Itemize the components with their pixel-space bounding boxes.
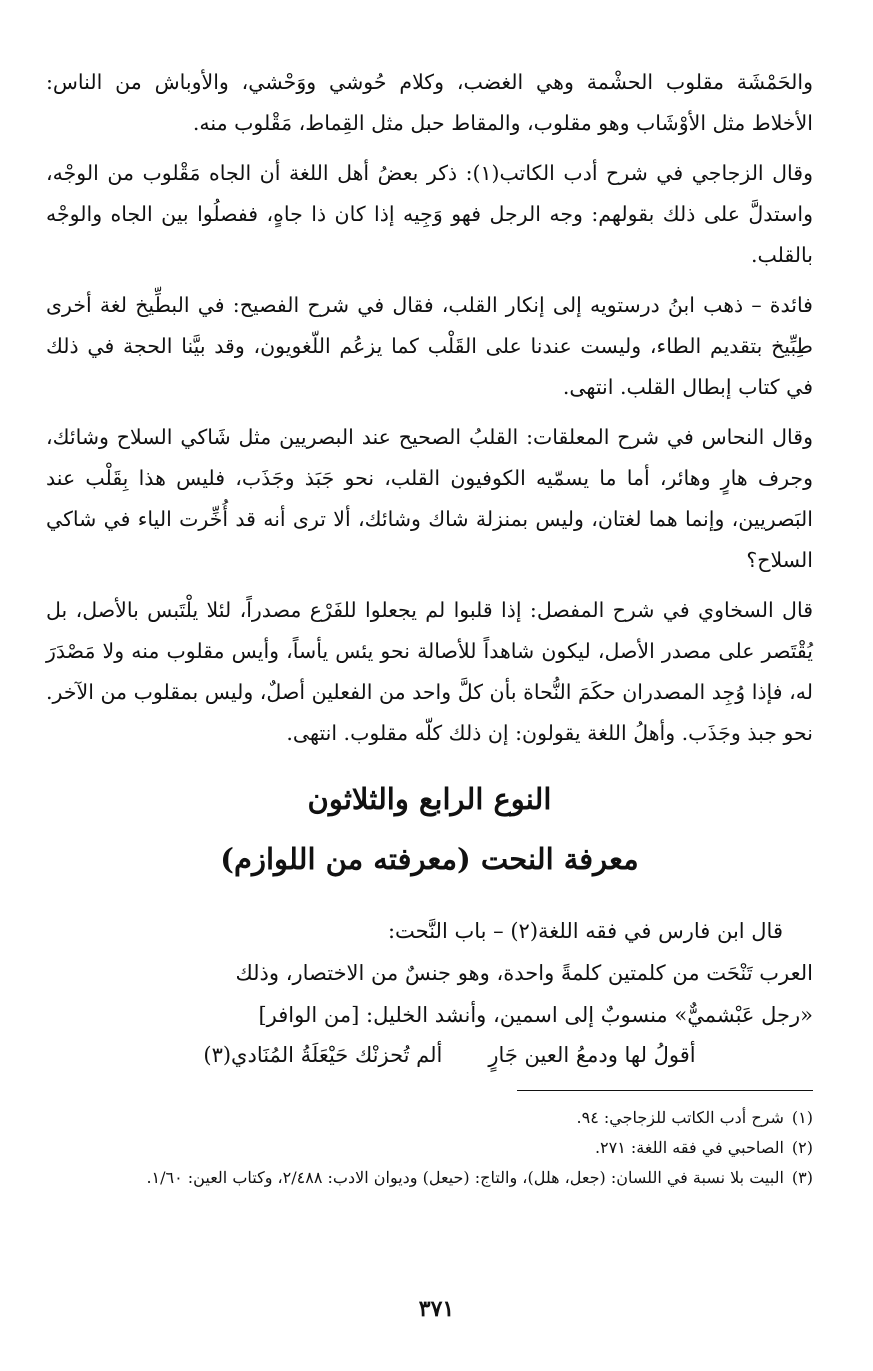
footnote-text: البيت بلا نسبة في اللسان: (جعل، هلل)، والتاج: (حيعل) وديوان الادب: ٢/٤٨٨، وكتاب العين: ١/٦٠.	[146, 1168, 784, 1187]
paragraph-hamsha: والحَمْشَة مقلوب الحشْمة وهي الغضب، وكلام حُوشي ووَحْشي، والأوباش من الناس: الأخلاط مثل الأوْشَاب وهو مقلوب، والمقاط حبل مثل القِماط، مَقْلوب منه.	[46, 70, 813, 135]
paragraph-fa-ida: فائدة – ذهب ابنُ درستويه إلى إنكار القلب، فقال في شرح الفصيح: في البطِّيخ لغة أخرى طِبِّيخ بتقديم الطاء، وليست عندنا على القَلْب كما يزعُم اللّغويون، وقد بيَّنا الحجة في ذلك في كتاب إبطال القلب. انتهى.	[46, 293, 813, 399]
section-intro: قال ابن فارس في فقه اللغة(٢) – باب النَّحت:	[387, 919, 783, 943]
footnote-2	[46, 1133, 813, 1163]
footnote-number: (٣)	[791, 1168, 813, 1187]
section-nakht	[46, 910, 813, 1074]
footnote-number: (٢)	[791, 1138, 813, 1157]
page-content	[46, 62, 813, 1193]
footnote-divider	[517, 1090, 813, 1091]
chapter-number-heading: النوع الرابع والثلاثون	[307, 782, 552, 816]
section-line-2: «رجل عَبْشميٌّ» منسوبٌ إلى اسمين، وأنشد الخليل: [من الوافر]	[258, 1003, 813, 1027]
page-number: ٣٧١	[418, 1296, 455, 1322]
footnote-3	[46, 1163, 813, 1193]
poem-verse	[46, 1036, 813, 1074]
verse-second-hemistich: ألم تُحزنْك حَيْعَلَةُ المُنَادي(٣)	[203, 1043, 443, 1067]
footnote-number: (١)	[791, 1108, 813, 1127]
section-line-1: العرب تَنْحَت من كلمتين كلمةً واحدة، وهو جنسٌ من الاختصار، وذلك	[235, 961, 813, 985]
paragraph-nahhas: وقال النحاس في شرح المعلقات: القلبُ الصحيح عند البصريين مثل شَاكي السلاح وشائك، وجرف هارٍ وهائر، أما ما يسمّيه الكوفيون القلب، نحو جَبَذ وجَذَب، فليس هذا بِقَلْب عند البَصريين، وإنما هما لغتان، وليس بمنزلة شاك وشائك، ألا ترى أنه قد أُخِّرت الياء في شاكي السلاح؟	[46, 425, 813, 572]
verse-first-hemistich: أقولُ لها ودمعُ العين جَارٍ	[488, 1043, 696, 1067]
footnote-1	[46, 1103, 813, 1133]
footnote-text: شرح أدب الكاتب للزجاجي: ٩٤.	[576, 1108, 784, 1127]
footnote-text: الصاحبي في فقه اللغة: ٢٧١.	[594, 1138, 784, 1157]
chapter-title-heading: معرفة النحت (معرفته من اللوازم)	[220, 842, 639, 876]
footnotes	[46, 1103, 813, 1193]
paragraph-zajjaji: وقال الزجاجي في شرح أدب الكاتب(١): ذكر بعضُ أهل اللغة أن الجاه مَقْلوب من الوجْه، واستدلَّ على ذلك بقولهم: وجه الرجل فهو وَجِيه إذا كان ذا جاهٍ، ففصلُوا بين الجاه والوجْه بالقلب.	[46, 161, 813, 267]
paragraph-sakhawi: قال السخاوي في شرح المفصل: إذا قلبوا لم يجعلوا للفَرْع مصدراً، لئلا يلْتَبس بالأصل، بل يُقْتَصر على مصدر الأصل، ليكون شاهداً للأصالة نحو يئس يأساً، وأيس مقلوب منه ولا مَصْدَرَ له، فإذا وُجِد المصدران حكَمَ النُّحاة بأن كلَّ واحد من الفعلين أصلٌ، وليس بمقلوب من الآخر. نحو جبذ وجَذَب. وأهلُ اللغة يقولون: إن ذلك كلّه مقلوب. انتهى.	[46, 598, 813, 745]
